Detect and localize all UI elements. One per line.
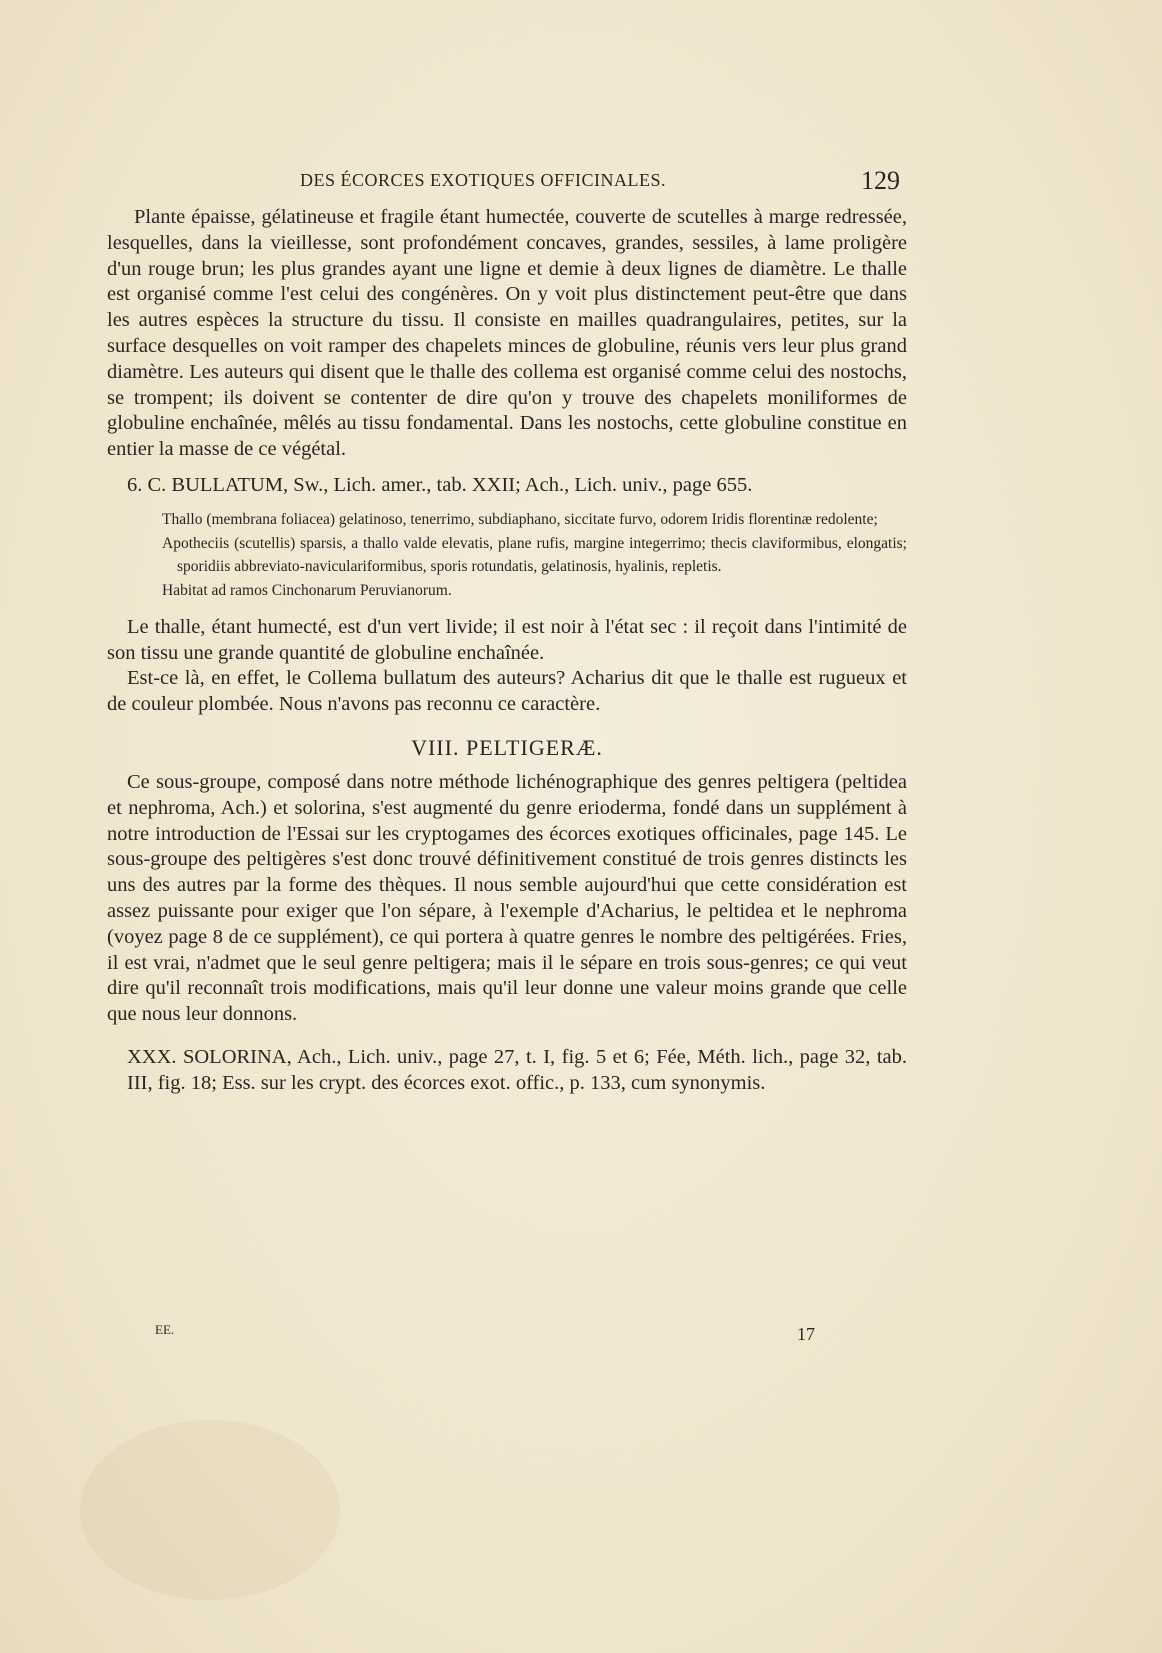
page-header <box>300 166 900 200</box>
signature-mark: EE. <box>155 1322 175 1337</box>
genus-entry: XXX. SOLORINA, Ach., Lich. univ., page 27, t. I, fig. 5 et 6; Fée, Méth. lich., page 32, tab. III, fig. 18; Ess. sur les crypt. des écorces exot. offic., p. 133, cum synonymis. <box>127 1045 907 1094</box>
page-number: 129 <box>861 166 900 195</box>
sheet-number: 17 <box>797 1324 815 1344</box>
paragraph-peltigerae: Ce sous-groupe, composé dans notre méthode lichénographique des genres peltigera (peltidea et nephroma, Ach.) et solorina, s'est augmenté du genre erioderma, fondé dans un supplément à notre introduction de l'Essai sur les cryptogames des écorces exotiques officinales, page 145. Le sous-groupe des peltigères s'est donc trouvé définitivement constitué de trois genres distincts les uns des autres par la forme des thèques. Il nous semble aujourd'hui que cette considération est assez puissante pour exiger que l'on sépare, à l'exemple d'Acharius, le peltidea et le nephroma (voyez page 8 de ce supplément), ce qui portera à quatre genres le nombre des peltigérées. Fries, il est vrai, n'admet que le seul genre peltigera; mais il le sépare en trois sous-genres; ce qui veut dire qu'il reconnaît trois modifications, mais qu'il leur donne une valeur moins grande que celle que nous leur donnons. <box>107 770 907 1026</box>
running-title: DES ÉCORCES EXOTIQUES OFFICINALES. <box>300 170 667 190</box>
paragraph-description: Plante épaisse, gélatineuse et fragile étant humectée, couverte de scutelles à marge redressée, lesquelles, dans la vieillesse, sont profondément concaves, grandes, sessiles, à lame proligère d'un rouge brun; les plus grandes ayant une ligne et demie à deux lignes de diamètre. Le thalle est organisé comme l'est celui des congénères. On y voit plus distinctement peut-être que dans les autres espèces la structure du tissu. Il consiste en mailles quadrangulaires, petites, sur la surface desquelles on voit ramper des chapelets minces de globuline, réunis vers leur plus grand diamètre. Les auteurs qui disent que le thalle des collema est organisé comme celui des nostochs, se trompent; ils doivent se contenter de dire qu'on y trouve des chapelets moniliformes de globuline enchaînée, mêlés au tissu fondamental. Dans les nostochs, cette globuline constitue en entier la masse de ce végétal. <box>107 206 907 461</box>
paragraph-thallus: Le thalle, étant humecté, est d'un vert livide; il est noir à l'état sec : il reçoit dans l'intimité de son tissu une grande quantité de globuline enchaînée. <box>107 615 907 664</box>
paper-stain <box>80 1420 340 1600</box>
section-heading: VIII. PELTIGERÆ. <box>411 734 603 760</box>
page-footer <box>155 1322 815 1346</box>
latin-description <box>107 509 907 603</box>
species-entry: 6. C. BULLATUM, Sw., Lich. amer., tab. XXII; Ach., Lich. univ., page 655. <box>127 473 753 496</box>
page-body <box>107 205 907 1096</box>
latin-habitat: Habitat ad ramos Cinchonarum Peruvianorum. <box>162 582 452 600</box>
latin-thallus: Thallo (membrana foliacea) gelatinoso, tenerrimo, subdiaphano, siccitate furvo, odorem Iridis florentinæ redolente; <box>162 510 878 528</box>
paragraph-collema: Est-ce là, en effet, le Collema bullatum des auteurs? Acharius dit que le thalle est rugueux et de couleur plombée. Nous n'avons pas reconnu ce caractère. <box>107 667 907 716</box>
latin-apothecia: Apotheciis (scutellis) sparsis, a thallo valde elevatis, plane rufis, margine integerrimo; thecis claviformibus, elongatis; sporidiis abbreviato-naviculariformibus, sporis rotundatis, gelatinosis, hyalinis, repletis. <box>162 535 907 575</box>
